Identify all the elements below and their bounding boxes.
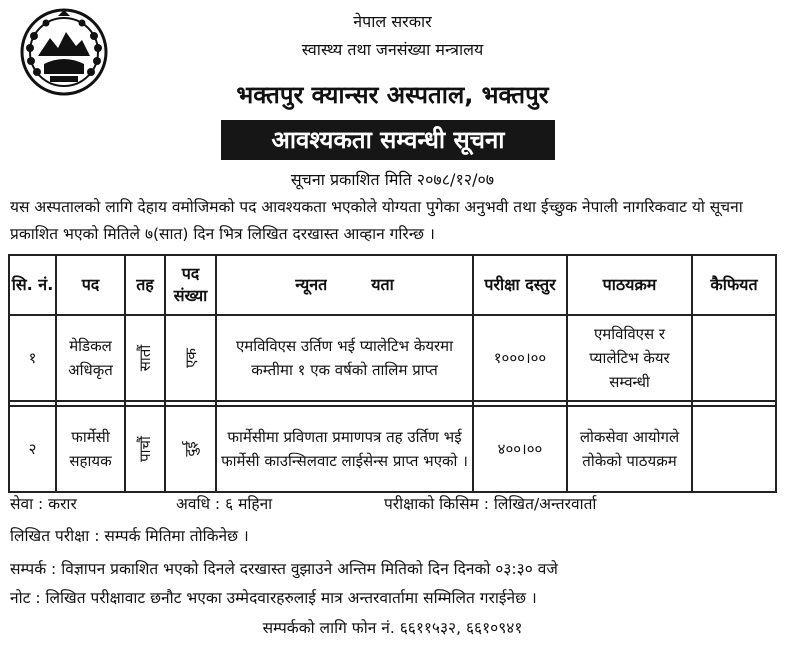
written-exam-info: लिखित परीक्षा : सम्पर्क मितिमा तोकिनेछ । <box>10 527 249 545</box>
cell-sn: २ <box>9 406 56 492</box>
note-text: नोट : लिखित परीक्षावाट छनौट भएका उम्मेदवारहरुलाई मात्र अन्तरवार्तामा सम्मिलित गराईनेछ । <box>10 589 537 607</box>
header-fee: परीक्षा दस्तुर <box>473 255 567 315</box>
intro-paragraph: यस अस्पतालको लागि देहाय वमोजिमको पद आवश्यकता भएकोले योग्यता पुगेका अनुभवी तथा ईच्छुक नेपाली नागरिकवाट यो सूचना प्रकाशित भएको मितिले ७(सात) दिन भित्र लिखित दरखास्त आव्हान गरिन्छ । <box>10 198 743 243</box>
cell-fee: ४००।०० <box>473 406 567 492</box>
cell-qualification: फार्मेसीमा प्रविणता प्रमाणपत्र तह उर्तिण भई फार्मेसी काउन्सिलवाट लाईसेन्स प्राप्त भएको । <box>216 406 473 492</box>
header-remarks: कैफियत <box>692 255 776 315</box>
count-text: दुई <box>181 441 200 457</box>
cell-count <box>165 406 216 492</box>
cell-post: मेडिकल अधिकृत <box>56 315 125 401</box>
level-text: सातौं <box>136 344 154 372</box>
header-level: तह <box>125 255 165 315</box>
header-post: पद <box>56 255 125 315</box>
header-count: पद संख्या <box>165 255 216 315</box>
level-text: पाचौं <box>135 436 154 462</box>
header-qualification-right: यता <box>371 275 394 294</box>
contact-phone: सम्पर्कको लागि फोन नं. ६६११५३२, ६६१०९४१ <box>262 619 523 637</box>
cell-count <box>165 315 216 401</box>
cell-syllabus: लोकसेवा आयोगले तोकेको पाठयक्रम <box>567 406 692 492</box>
notice-title: आवश्यकता सम्वन्धी सूचना <box>221 120 555 160</box>
contact-info: सम्पर्क : विज्ञापन प्रकाशित भएको दिनले दरखास्त वुझाउने अन्तिम मितिको दिन दिनको ०३:३० वजे <box>10 560 558 578</box>
table-header-row <box>9 255 776 315</box>
cell-remarks <box>692 315 776 401</box>
header-syllabus: पाठयक्रम <box>567 255 692 315</box>
ministry-name: स्वास्थ्य तथा जनसंख्या मन्त्रालय <box>301 40 484 59</box>
contract-duration: अवधि : ६ महिना <box>176 495 273 513</box>
service-type: सेवा : करार <box>10 495 77 513</box>
count-text: एक <box>181 348 200 368</box>
header-qualification <box>216 255 473 315</box>
cell-syllabus: एमविविएस र प्यालेटिभ केयर सम्वन्धी <box>567 315 692 401</box>
cell-post: फार्मेसी सहायक <box>56 406 125 492</box>
cell-level <box>125 315 165 401</box>
table-row <box>9 406 776 492</box>
cell-sn: १ <box>9 315 56 401</box>
cell-remarks <box>692 406 776 492</box>
obscured-area <box>327 276 371 296</box>
header-qualification-left: न्यूनत <box>295 275 328 294</box>
exam-type: परीक्षाको किसिम : लिखित/अन्तरवार्ता <box>384 495 597 513</box>
header-sn: सि. नं. <box>9 255 56 315</box>
cell-level <box>125 406 165 492</box>
table-row <box>9 315 776 401</box>
vacancy-table <box>8 254 777 493</box>
hospital-name: भक्तपुर क्यान्सर अस्पताल, भक्तपुर <box>236 81 549 109</box>
cell-fee: १०००।०० <box>473 315 567 401</box>
publish-date: सूचना प्रकाशित मिति २०७८/१२/०७ <box>290 170 495 189</box>
cell-qualification: एमविविएस उर्तिण भई प्यालेटिभ केयरमा कम्तीमा १ एक वर्षको तालिम प्राप्त <box>216 315 473 401</box>
government-name: नेपाल सरकार <box>353 12 432 31</box>
